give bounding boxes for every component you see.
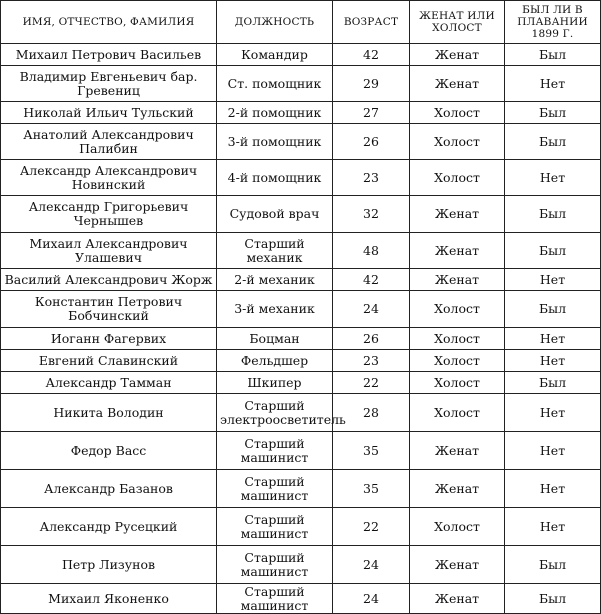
- table-row: [1, 233, 601, 269]
- cell-sailed-1899: Был: [505, 291, 601, 328]
- cell-marital-status: Холост: [410, 102, 505, 124]
- cell-name: Александр Базанов: [1, 470, 217, 508]
- cell-marital-status: Женат: [410, 470, 505, 508]
- cell-name: Федор Васс: [1, 432, 217, 470]
- cell-position: 4-й помощник: [217, 160, 333, 196]
- cell-position: 2-й механик: [217, 269, 333, 291]
- cell-marital-status: Женат: [410, 66, 505, 102]
- cell-age: 35: [333, 432, 410, 470]
- table-row: [1, 291, 601, 328]
- cell-name: Александр Александрович Новинский: [1, 160, 217, 196]
- cell-marital-status: Женат: [410, 44, 505, 66]
- header-row: [1, 1, 601, 44]
- cell-name: Михаил Александрович Улашевич: [1, 233, 217, 269]
- cell-sailed-1899: Был: [505, 196, 601, 233]
- header-sailed-1899: БЫЛ ЛИ В ПЛАВАНИИ 1899 Г.: [505, 1, 601, 44]
- cell-marital-status: Женат: [410, 233, 505, 269]
- cell-sailed-1899: Был: [505, 102, 601, 124]
- table-row: [1, 372, 601, 394]
- table-row: [1, 44, 601, 66]
- cell-name: Михаил Яконенко: [1, 584, 217, 614]
- cell-marital-status: Холост: [410, 160, 505, 196]
- cell-sailed-1899: Был: [505, 546, 601, 584]
- cell-marital-status: Женат: [410, 432, 505, 470]
- cell-sailed-1899: Нет: [505, 328, 601, 350]
- table-row: [1, 546, 601, 584]
- cell-position: Фельдшер: [217, 350, 333, 372]
- header-position: ДОЛЖНОСТЬ: [217, 1, 333, 44]
- header-name: ИМЯ, ОТЧЕСТВО, ФАМИЛИЯ: [1, 1, 217, 44]
- cell-name: Александр Русецкий: [1, 508, 217, 546]
- cell-age: 24: [333, 546, 410, 584]
- cell-age: 24: [333, 584, 410, 614]
- cell-name: Александр Тамман: [1, 372, 217, 394]
- cell-marital-status: Холост: [410, 124, 505, 160]
- cell-position: Боцман: [217, 328, 333, 350]
- table-row: [1, 350, 601, 372]
- cell-sailed-1899: Нет: [505, 160, 601, 196]
- cell-name: Петр Лизунов: [1, 546, 217, 584]
- cell-name: Никита Володин: [1, 394, 217, 432]
- cell-name: Михаил Петрович Васильев: [1, 44, 217, 66]
- cell-marital-status: Женат: [410, 546, 505, 584]
- cell-name: Александр Григорьевич Чернышев: [1, 196, 217, 233]
- cell-marital-status: Женат: [410, 584, 505, 614]
- cell-age: 26: [333, 124, 410, 160]
- cell-age: 26: [333, 328, 410, 350]
- table-row: [1, 584, 601, 614]
- cell-marital-status: Холост: [410, 350, 505, 372]
- cell-sailed-1899: Нет: [505, 269, 601, 291]
- cell-sailed-1899: Был: [505, 584, 601, 614]
- cell-position: 3-й механик: [217, 291, 333, 328]
- cell-age: 23: [333, 160, 410, 196]
- crew-table-body: [1, 44, 601, 614]
- cell-age: 22: [333, 508, 410, 546]
- table-row: [1, 124, 601, 160]
- cell-marital-status: Холост: [410, 508, 505, 546]
- cell-marital-status: Женат: [410, 196, 505, 233]
- cell-position: Старший машинист: [217, 508, 333, 546]
- cell-name: Анатолий Александрович Палибин: [1, 124, 217, 160]
- cell-position: Старший электроосветитель: [217, 394, 333, 432]
- cell-age: 28: [333, 394, 410, 432]
- cell-age: 48: [333, 233, 410, 269]
- cell-position: Старший машинист: [217, 546, 333, 584]
- header-marital-status: ЖЕНАТ ИЛИ ХОЛОСТ: [410, 1, 505, 44]
- cell-marital-status: Холост: [410, 328, 505, 350]
- cell-position: 2-й помощник: [217, 102, 333, 124]
- cell-age: 23: [333, 350, 410, 372]
- cell-name: Василий Александрович Жорж: [1, 269, 217, 291]
- cell-age: 42: [333, 44, 410, 66]
- cell-name: Константин Петрович Бобчинский: [1, 291, 217, 328]
- cell-position: 3-й помощник: [217, 124, 333, 160]
- cell-name: Николай Ильич Тульский: [1, 102, 217, 124]
- table-row: [1, 196, 601, 233]
- table-row: [1, 394, 601, 432]
- cell-sailed-1899: Был: [505, 124, 601, 160]
- cell-sailed-1899: Был: [505, 233, 601, 269]
- header-age: ВОЗРАСТ: [333, 1, 410, 44]
- cell-sailed-1899: Нет: [505, 394, 601, 432]
- cell-age: 27: [333, 102, 410, 124]
- cell-sailed-1899: Нет: [505, 66, 601, 102]
- cell-marital-status: Холост: [410, 291, 505, 328]
- cell-name: Владимир Евгеньевич бар. Гревениц: [1, 66, 217, 102]
- table-row: [1, 508, 601, 546]
- cell-marital-status: Холост: [410, 394, 505, 432]
- table-row: [1, 66, 601, 102]
- cell-position: Шкипер: [217, 372, 333, 394]
- cell-position: Судовой врач: [217, 196, 333, 233]
- cell-marital-status: Женат: [410, 269, 505, 291]
- cell-sailed-1899: Был: [505, 44, 601, 66]
- cell-position: Старший машинист: [217, 470, 333, 508]
- cell-position: Старший механик: [217, 233, 333, 269]
- cell-age: 42: [333, 269, 410, 291]
- cell-name: Евгений Славинский: [1, 350, 217, 372]
- cell-marital-status: Холост: [410, 372, 505, 394]
- cell-age: 29: [333, 66, 410, 102]
- cell-sailed-1899: Нет: [505, 350, 601, 372]
- cell-sailed-1899: Нет: [505, 432, 601, 470]
- table-row: [1, 102, 601, 124]
- cell-age: 35: [333, 470, 410, 508]
- table-row: [1, 160, 601, 196]
- table-row: [1, 269, 601, 291]
- cell-position: Старший машинист: [217, 584, 333, 614]
- cell-sailed-1899: Нет: [505, 470, 601, 508]
- cell-position: Командир: [217, 44, 333, 66]
- cell-position: Ст. помощник: [217, 66, 333, 102]
- cell-age: 22: [333, 372, 410, 394]
- cell-name: Иоганн Фагервих: [1, 328, 217, 350]
- table-row: [1, 470, 601, 508]
- cell-age: 24: [333, 291, 410, 328]
- table-row: [1, 432, 601, 470]
- table-row: [1, 328, 601, 350]
- cell-position: Старший машинист: [217, 432, 333, 470]
- cell-age: 32: [333, 196, 410, 233]
- cell-sailed-1899: Нет: [505, 508, 601, 546]
- cell-sailed-1899: Был: [505, 372, 601, 394]
